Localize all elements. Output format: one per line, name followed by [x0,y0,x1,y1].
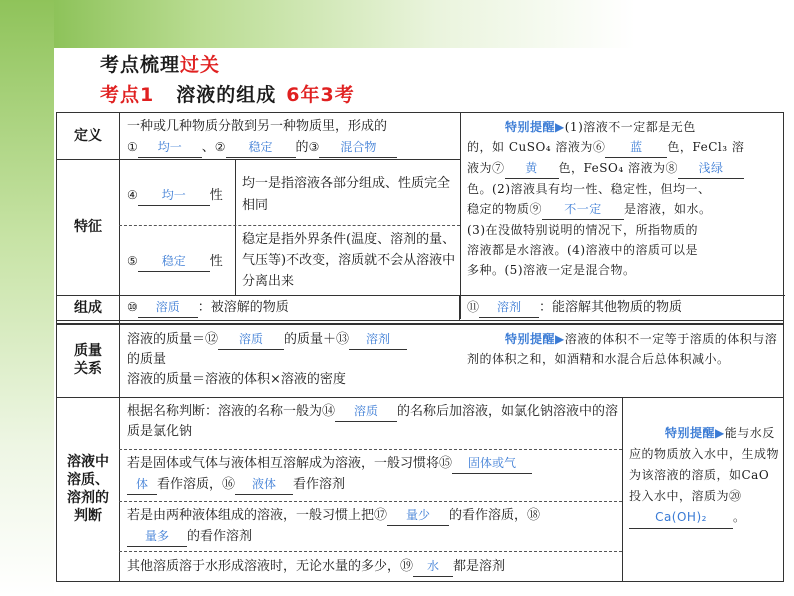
answer-14: 溶质 [335,401,397,422]
answer-4: 均一 [138,185,210,206]
answer-11: 溶剂 [479,297,539,318]
answer-16: 液体 [235,474,293,495]
arrow-right-icon: ▶ [715,426,725,440]
arrow-right-icon: ▶ [555,120,565,134]
row-label-feature: 特征 [74,219,102,235]
feature-uniform: ④ 均一 性 [127,185,235,206]
definition-text: 一种或几种物质分散到另一种物质里，形成的 [127,119,388,134]
left-green-band [0,0,54,596]
answer-12: 溶质 [218,329,284,350]
tip-box-2: 特别提醒▶溶液的体积不一定等于溶质的体积与溶剂的体积之和，如酒精和水混合后总体积减小。 [467,332,778,366]
tip-box-3: 特别提醒▶能与水反应的物质放入水中，生成物为该溶液的溶质，如CaO投入水中，溶质为⑳ Ca(OH)₂ 。 [629,423,781,529]
answer-13: 溶剂 [349,329,407,350]
mass-content: 溶液的质量＝⑫ 溶质 的质量＋⑬ 溶剂 的质量 溶液的质量＝溶液的体积×溶液的密度 [127,329,461,390]
judge-water: 其他溶质溶于水形成溶液时，无论水量的多少，⑲ 水 都是溶剂 [127,556,619,577]
answer-5: 稳定 [138,251,210,272]
row-label-judge: 溶液中溶质、溶剂的判断 [67,454,109,524]
row-label-definition: 定义 [74,128,102,144]
answer-7: 黄 [505,158,559,179]
tip-label-2: 特别提醒 [505,332,556,346]
judge-two-liquids: 若是由两种液体组成的溶液，一般习惯上把⑰ 量少 的看作溶质，⑱ 量多 的看作溶剂 [127,505,619,547]
answer-20: Ca(OH)₂ [629,507,733,529]
answer-10: 溶质 [138,297,198,318]
answer-3: 混合物 [319,137,397,158]
answer-9: 不一定 [542,199,624,220]
composition-solute: ⑩ 溶质 ：被溶解的物质 [127,297,457,318]
answer-6: 蓝 [605,137,667,158]
judge-by-name: 根据名称判断：溶液的名称一般为⑭ 溶质 的名称后加溶液，如氯化钠溶液中的溶质是氯化钠 [127,401,619,442]
composition-solvent: ⑪ 溶剂 ：能溶解其他物质的物质 [467,297,781,318]
answer-17: 量少 [387,505,449,526]
judge-solid-gas: 若是固体或气体与液体相互溶解成为溶液，一般习惯将⑮ 固体或气 体 看作溶质，⑯ 液体 看作溶剂 [127,453,619,495]
answer-2: 稳定 [226,137,296,158]
feature-stable-desc: 稳定是指外界条件(温度、溶剂的量、气压等)不改变，溶质就不会从溶液中分离出来 [242,232,456,289]
tip-label-1: 特别提醒 [505,120,556,134]
summary-table [56,112,784,582]
point-heading [100,80,355,107]
point-title: 溶液的组成 [176,84,277,106]
top-green-band [0,0,794,48]
answer-19: 水 [413,556,453,577]
heading-red-text: 过关 [180,54,221,76]
definition-content: 一种或几种物质分散到另一种物质里，形成的 ① 均一 、② 稳定 的③ 混合物 [127,117,457,158]
answer-15: 固体或气 [452,453,532,474]
tip-label-3: 特别提醒 [665,426,716,440]
answer-8: 浅绿 [678,158,744,179]
feature-stable: ⑤ 稳定 性 [127,251,235,272]
exam-frequency: 6年3考 [286,84,355,106]
row-label-composition: 组成 [74,299,102,316]
answer-1: 均一 [138,137,202,158]
section-heading [100,50,220,77]
row-label-mass: 质量关系 [74,343,102,377]
heading-text: 考点梳理 [100,54,181,76]
arrow-right-icon: ▶ [555,332,565,346]
feature-uniform-desc: 均一是指溶液各部分组成、性质完全相同 [242,176,451,213]
tip-box-1: 特别提醒▶(1)溶液不一定都是无色 的，如 CuSO₄ 溶液为⑥ 蓝 色，FeCl₃ 溶 液为⑦ 黄 色，FeSO₄ 溶液为⑧ 浅绿 色。(2)溶液具有均一性、稳定性，但均一、 稳定的物质⑨ 不一定 是溶液，如水。 (3)在没做特别说明的情况下，所指物质的 溶液都是水溶液。(4)溶液中的溶质可以是 多种。(5)溶液一定是混合物。 [467,120,745,277]
answer-18: 量多 [127,526,187,547]
point-label: 考点1 [100,84,155,106]
